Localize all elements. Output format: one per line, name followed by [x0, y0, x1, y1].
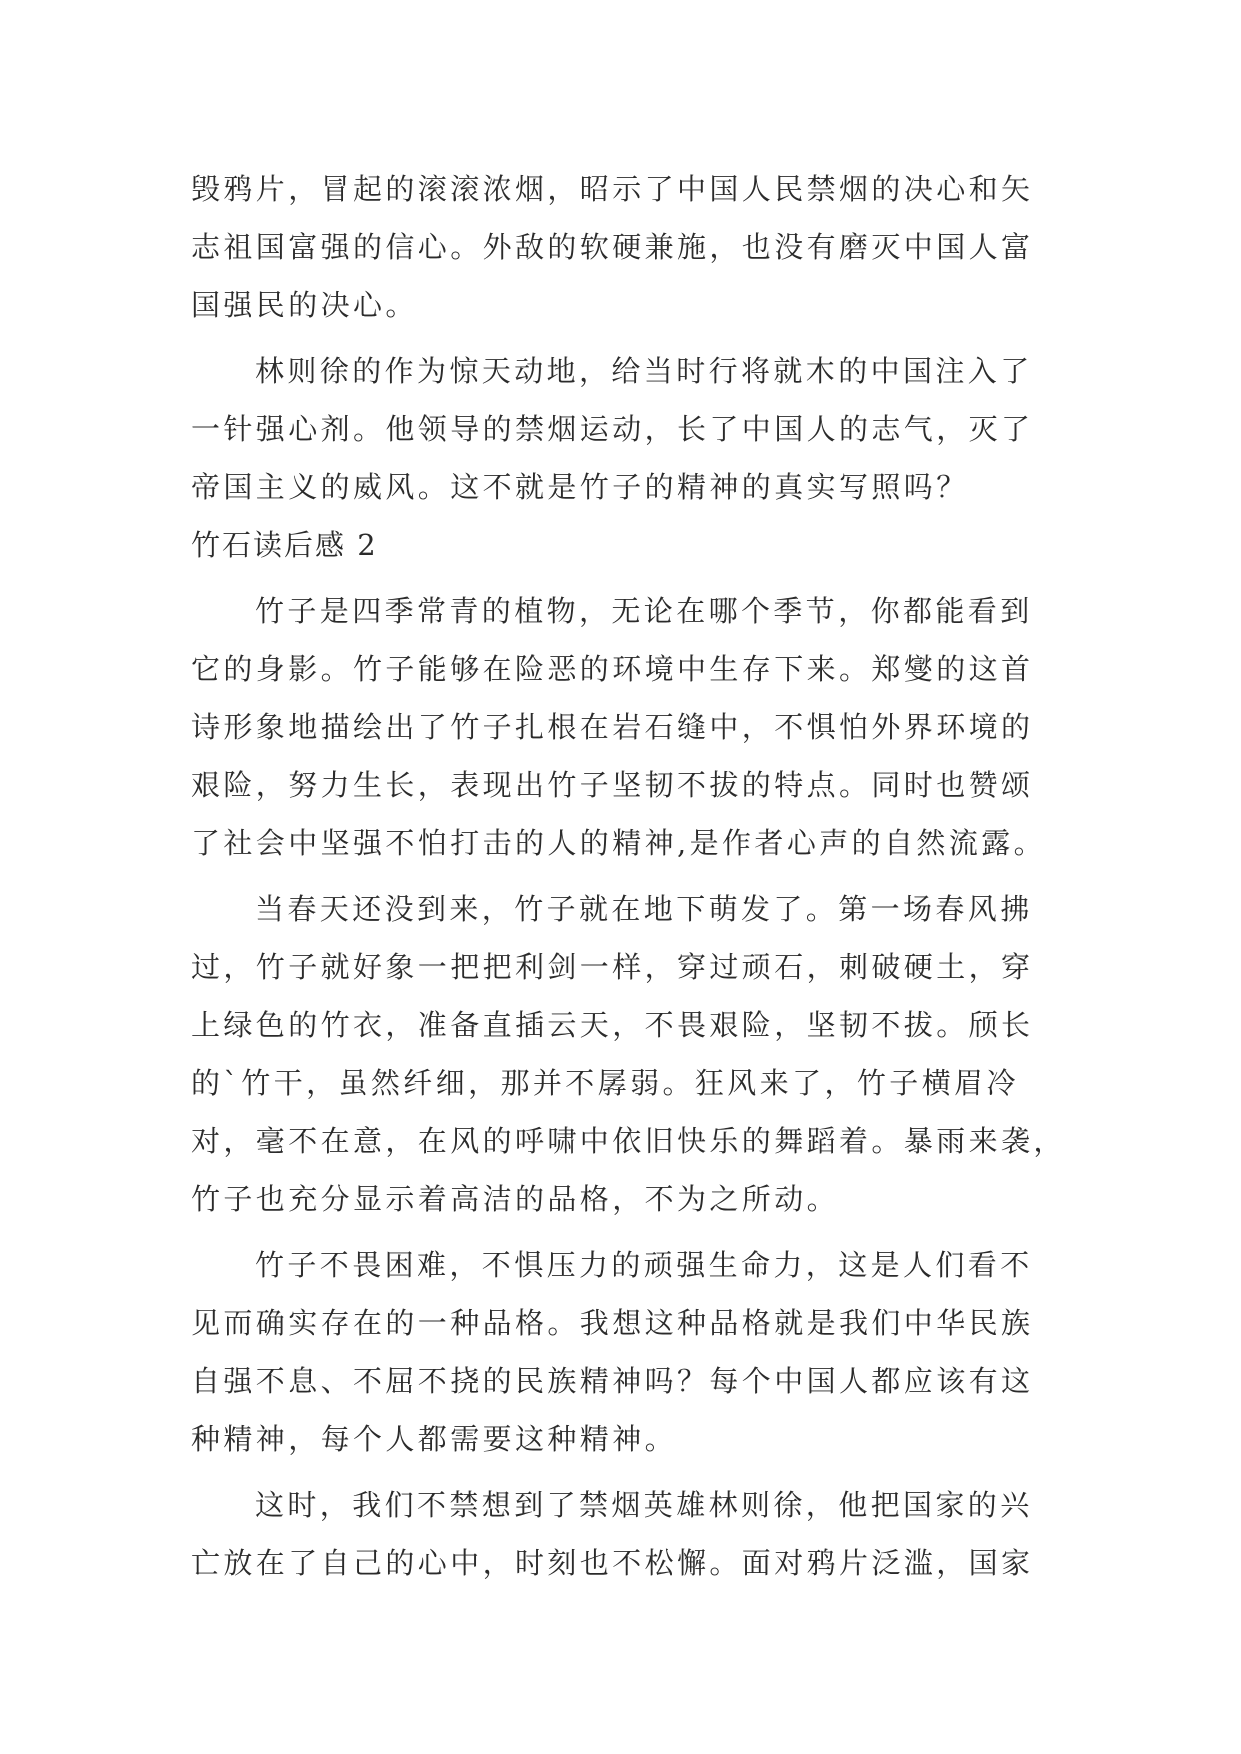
text-line: 国强民的决心。 [191, 288, 418, 322]
text-line: 艰险，努力生长，表现出竹子坚韧不拔的特点。同时也赞颂 [191, 768, 1034, 802]
text-line: 亡放在了自己的心中，时刻也不松懈。面对鸦片泛滥，国家 [191, 1546, 1034, 1580]
document-body [191, 160, 1066, 1592]
text-line: 竹子也充分显示着高洁的品格，不为之所动。 [191, 1182, 840, 1216]
text-line: 种精神，每个人都需要这种精神。 [191, 1422, 678, 1456]
text-line: 了社会中坚强不怕打击的人的精神,是作者心声的自然流露。 [191, 826, 1047, 860]
paragraph-start-line: 这时，我们不禁想到了禁烟英雄林则徐，他把国家的兴 [255, 1488, 1033, 1522]
text-line: 诗形象地描绘出了竹子扎根在岩石缝中，不惧怕外界环境的 [191, 710, 1034, 744]
text-line: 上绿色的竹衣，准备直插云天，不畏艰险，坚韧不拔。颀长 [191, 1008, 1034, 1042]
paragraph-start-line: 竹子是四季常青的植物，无论在哪个季节，你都能看到 [255, 594, 1033, 628]
text-line: 它的身影。竹子能够在险恶的环境中生存下来。郑燮的这首 [191, 652, 1034, 686]
text-line: 的`竹干，虽然纤细，那并不孱弱。狂风来了，竹子横眉冷 [191, 1066, 1019, 1100]
text-line: 对，毫不在意，在风的呼啸中依旧快乐的舞蹈着。暴雨来袭， [191, 1124, 1066, 1158]
text-line: 一针强心剂。他领导的禁烟运动，长了中国人的志气，灭了 [191, 412, 1034, 446]
text-line: 见而确实存在的一种品格。我想这种品格就是我们中华民族 [191, 1306, 1034, 1340]
paragraph-start-line: 林则徐的作为惊天动地，给当时行将就木的中国注入了 [255, 354, 1033, 388]
text-line: 过，竹子就好象一把把利剑一样，穿过顽石，刺破硬土，穿 [191, 950, 1034, 984]
text-line: 帝国主义的威风。这不就是竹子的精神的真实写照吗？ [191, 470, 969, 504]
section-heading: 竹石读后感 2 [191, 528, 378, 562]
text-line: 自强不息、不屈不挠的民族精神吗？每个中国人都应该有这 [191, 1364, 1034, 1398]
paragraph-start-line: 当春天还没到来，竹子就在地下萌发了。第一场春风拂 [255, 892, 1033, 926]
text-line: 志祖国富强的信心。外敌的软硬兼施，也没有磨灭中国人富 [191, 230, 1034, 264]
text-line: 毁鸦片，冒起的滚滚浓烟，昭示了中国人民禁烟的决心和矢 [191, 172, 1034, 206]
paragraph-start-line: 竹子不畏困难，不惧压力的顽强生命力，这是人们看不 [255, 1248, 1033, 1282]
